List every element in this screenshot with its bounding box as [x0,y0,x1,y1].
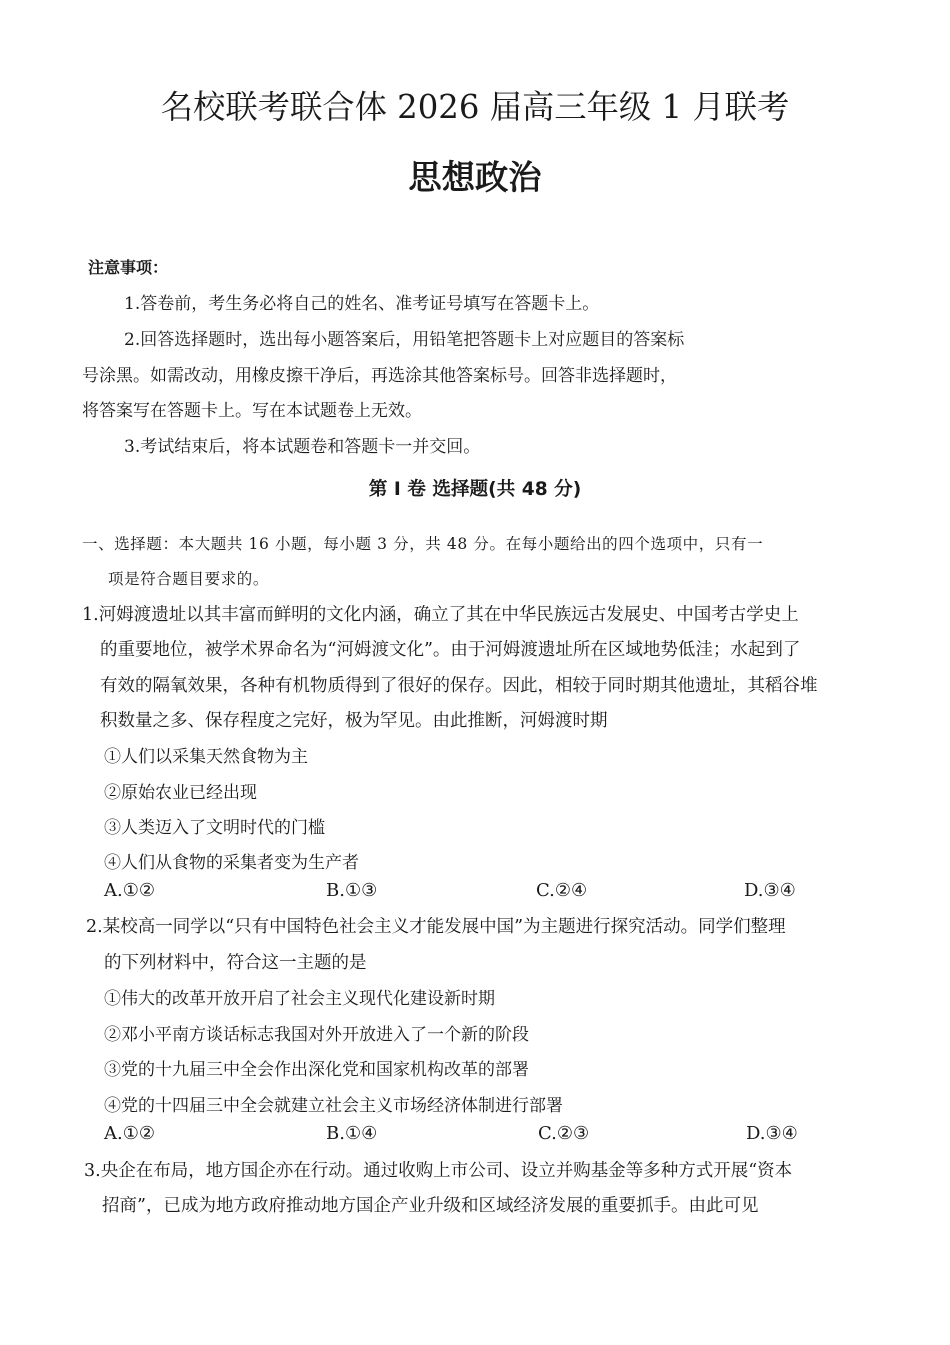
question-2-option: ③党的十九届三中全会作出深化党和国家机构改革的部署 [104,1060,529,1080]
exam-title: 名校联考联合体 2026 届高三年级 1 月联考 [160,88,790,126]
question-1-stem: 的重要地位，被学术界命名为“河姆渡文化”。由于河姆渡遗址所在区域地势低洼；水起到了 [100,640,801,660]
question-3-stem: 3.央企在布局，地方国企亦在行动。通过收购上市公司、设立并购基金等多种方式开展“资本 [84,1161,793,1181]
question-1-stem: 积数量之多、保存程度之完好，极为罕见。由此推断，河姆渡时期 [100,711,608,731]
notice-line: 将答案写在答题卡上。写在本试题卷上无效。 [82,401,422,421]
question-1-choice-b: B.①③ [326,880,378,901]
subject-title: 思想政治 [408,158,542,197]
question-2-choice-a: A.①② [104,1123,155,1144]
question-1-choice-d: D.③④ [744,880,796,901]
question-2-option: ①伟大的改革开放开启了社会主义现代化建设新时期 [104,989,495,1009]
notice-line: 2.回答选择题时，选出每小题答案后，用铅笔把答题卡上对应题目的答案标 [124,330,685,350]
question-1-choice-c: C.②④ [536,880,588,901]
question-1-option: ①人们以采集天然食物为主 [104,747,308,767]
question-2-option: ④党的十四届三中全会就建立社会主义市场经济体制进行部署 [104,1096,563,1116]
section-instruction: 项是符合题目要求的。 [108,570,270,588]
question-2-choice-c: C.②③ [538,1123,590,1144]
question-2-choice-d: D.③④ [746,1123,798,1144]
question-3-stem: 招商”，已成为地方政府推动地方国企产业升级和区域经济发展的重要抓手。由此可见 [102,1196,759,1216]
question-2-option: ②邓小平南方谈话标志我国对外开放进入了一个新的阶段 [104,1025,529,1045]
question-1-option: ③人类迈入了文明时代的门槛 [104,818,325,838]
notice-line: 号涂黑。如需改动，用橡皮擦干净后，再选涂其他答案标号。回答非选择题时， [82,366,677,386]
question-1-option: ②原始农业已经出现 [104,783,257,803]
section-title: 第 Ⅰ 卷 选择题(共 48 分) [368,479,582,500]
question-1-stem: 1.河姆渡遗址以其丰富而鲜明的文化内涵，确立了其在中华民族远古发展史、中国考古学史上 [82,605,799,625]
question-2-stem: 的下列材料中，符合这一主题的是 [104,953,367,973]
question-2-choice-b: B.①④ [326,1123,378,1144]
question-1-choice-a: A.①② [104,880,155,901]
section-instruction: 一、选择题：本大题共 16 小题，每小题 3 分，共 48 分。在每小题给出的四个选项中，只有一 [82,535,764,553]
question-2-stem: 2.某校高一同学以“只有中国特色社会主义才能发展中国”为主题进行探究活动。同学们整理 [86,917,786,937]
question-1-option: ④人们从食物的采集者变为生产者 [104,853,359,873]
notice-heading: 注意事项： [88,258,169,277]
notice-line: 1.答卷前，考生务必将自己的姓名、准考证号填写在答题卡上。 [124,294,600,314]
notice-line: 3.考试结束后，将本试题卷和答题卡一并交回。 [124,437,481,457]
question-1-stem: 有效的隔氧效果，各种有机物质得到了很好的保存。因此，相较于同时期其他遗址，其稻谷堆 [100,676,818,696]
